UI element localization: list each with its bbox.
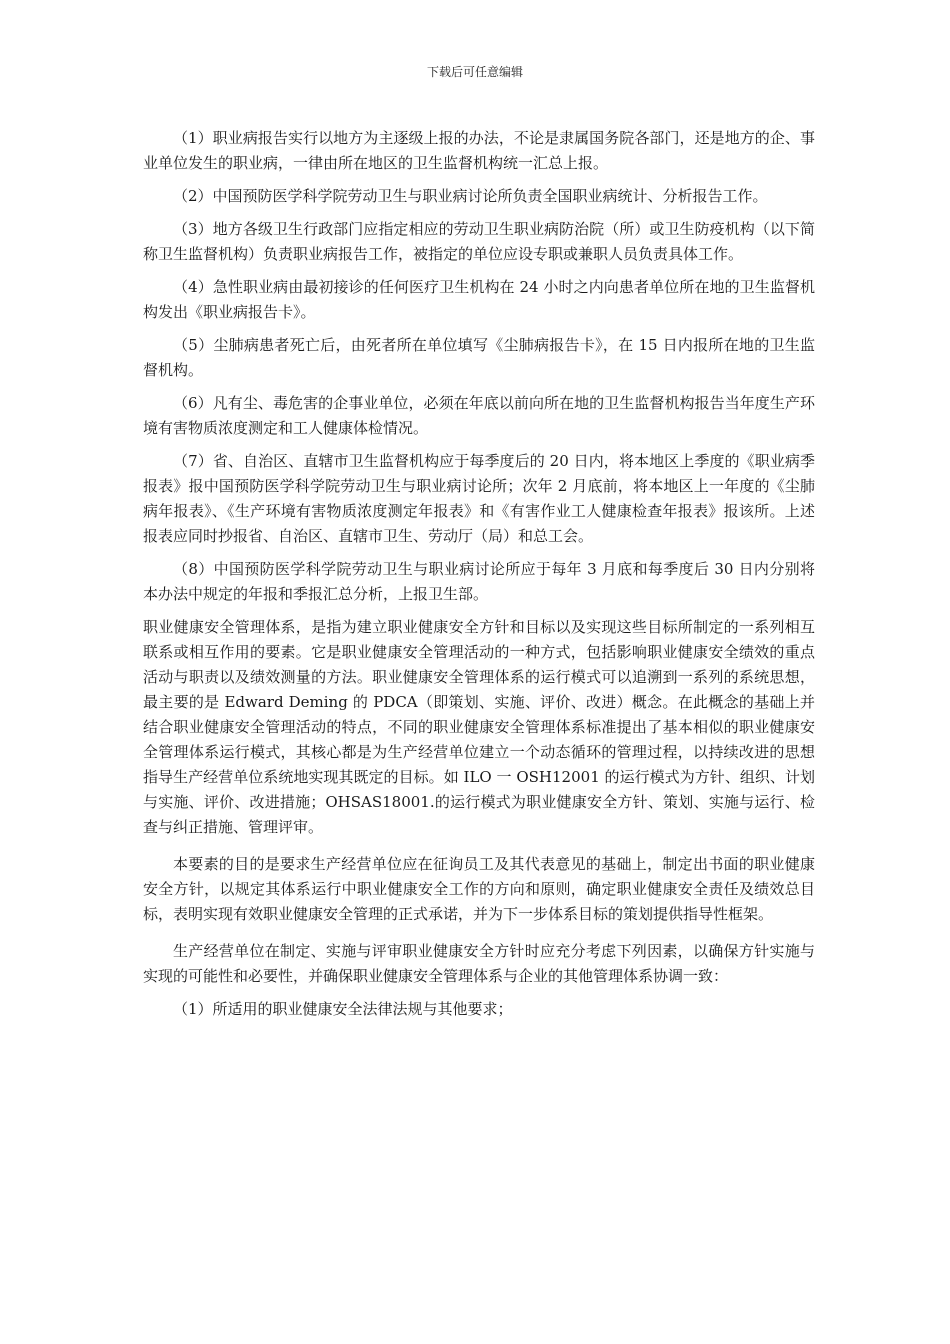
- paragraph-factor-1: （1）所适用的职业健康安全法律法规与其他要求；: [173, 1000, 513, 1018]
- paragraph-item-4: （4）急性职业病由最初接诊的任何医疗卫生机构在 24 小时之内向患者单位所在地的卫生监督机构发出《职业病报告卡》。: [143, 278, 815, 321]
- paragraph-policy-purpose: 本要素的目的是要求生产经营单位应在征询员工及其代表意见的基础上，制定出书面的职业健康安全方针，以规定其体系运行中职业健康安全工作的方向和原则，确定职业健康安全责任及绩效总目标，表明实现有效职业健康安全管理的正式承诺，并为下一步体系目标的策划提供指导性框架。: [143, 855, 815, 923]
- paragraph-item-8: （8）中国预防医学科学院劳动卫生与职业病讨论所应于每年 3 月底和每季度后 30 日内分别将本办法中规定的年报和季报汇总分析，上报卫生部。: [143, 560, 815, 603]
- paragraph-item-7: （7）省、自治区、直辖市卫生监督机构应于每季度后的 20 日内，将本地区上季度的《职业病季报表》报中国预防医学科学院劳动卫生与职业病讨论所；次年 2 月底前，将本地区上一年度的《尘肺病年报表》、《生产环境有害物质浓度测定年报表》和《有害作业工人健康检查年报表》报该所。上述报表应同时抄报省、自治区、直辖市卫生、劳动厅（局）和总工会。: [143, 452, 815, 545]
- document-body: [143, 126, 815, 1030]
- paragraph-item-3: （3）地方各级卫生行政部门应指定相应的劳动卫生职业病防治院（所）或卫生防疫机构（以下简称卫生监督机构）负责职业病报告工作，被指定的单位应设专职或兼职人员负责具体工作。: [143, 220, 815, 263]
- paragraph-item-1: （1）职业病报告实行以地方为主逐级上报的办法，不论是隶属国务院各部门，还是地方的企、事业单位发生的职业病，一律由所在地区的卫生监督机构统一汇总上报。: [143, 129, 815, 172]
- paragraph-item-5: （5）尘肺病患者死亡后，由死者所在单位填写《尘肺病报告卡》，在 15 日内报所在地的卫生监督机构。: [143, 336, 815, 379]
- paragraph-item-6: （6）凡有尘、毒危害的企事业单位，必须在年底以前向所在地的卫生监督机构报告当年度生产环境有害物质浓度测定和工人健康体检情况。: [143, 394, 815, 437]
- paragraph-item-2: （2）中国预防医学科学院劳动卫生与职业病讨论所负责全国职业病统计、分析报告工作。: [173, 187, 768, 205]
- paragraph-policy-factors: 生产经营单位在制定、实施与评审职业健康安全方针时应充分考虑下列因素，以确保方针实施与实现的可能性和必要性，并确保职业健康安全管理体系与企业的其他管理体系协调一致：: [143, 942, 815, 985]
- paragraph-ohsms-definition: 职业健康安全管理体系，是指为建立职业健康安全方针和目标以及实现这些目标所制定的一系列相互联系或相互作用的要素。它是职业健康安全管理活动的一种方式，包括影响职业健康安全绩效的重点活动与职责以及绩效测量的方法。职业健康安全管理体系的运行模式可以追溯到一系列的系统思想，最主要的是 Edward Deming 的 PDCA（即策划、实施、评价、改进）概念。在此概念的基础上并结合职业健康安全管理活动的特点，不同的职业健康安全管理体系标准提出了基本相似的职业健康安全管理体系运行模式，其核心都是为生产经营单位建立一个动态循环的管理过程，以持续改进的思想指导生产经营单位系统地实现其既定的目标。如 ILO 一 OSH12001 的运行模式为方针、组织、计划与实施、评价、改进措施；OHSAS18001.的运行模式为职业健康安全方针、策划、实施与运行、检查与纠正措施、管理评审。: [143, 618, 815, 836]
- page-header: 下载后可任意编辑: [426, 65, 523, 79]
